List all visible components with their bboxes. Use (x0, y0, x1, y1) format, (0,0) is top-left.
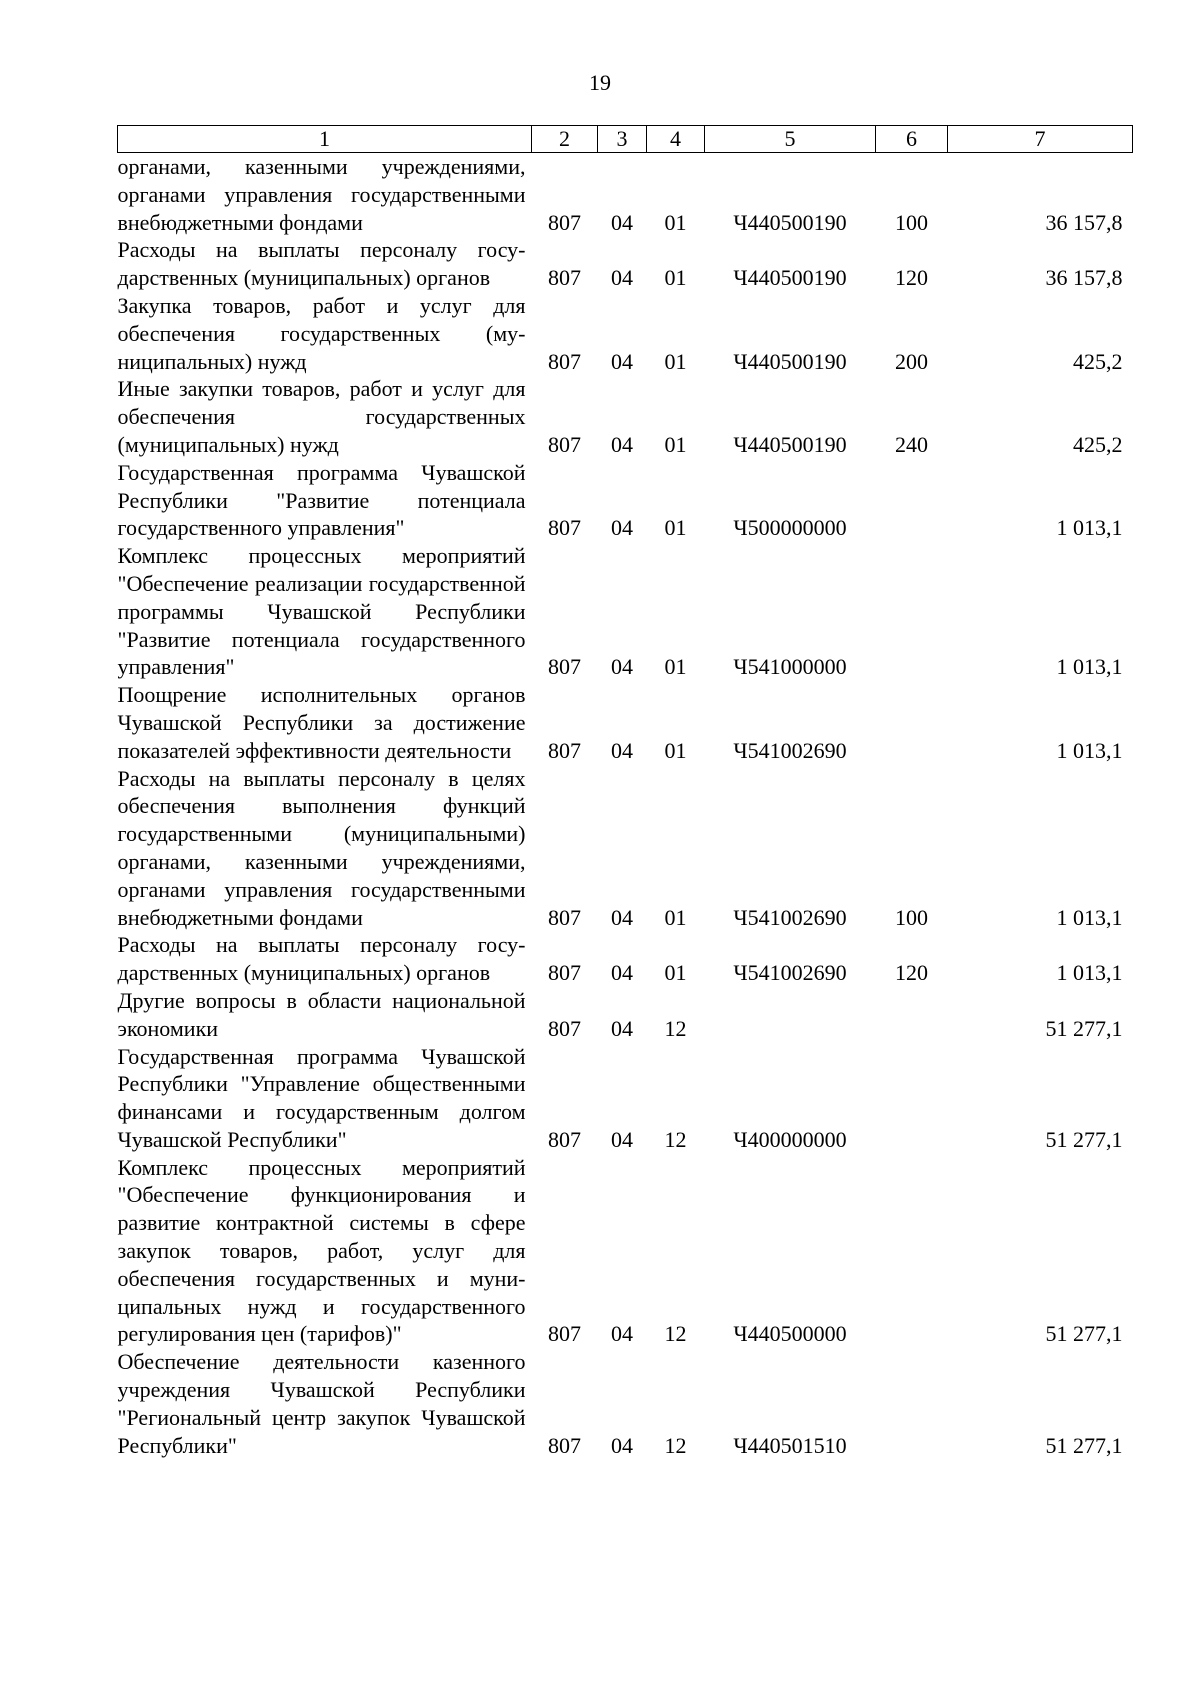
table-row (118, 236, 1133, 292)
row-type-cell (876, 681, 948, 764)
table-row (118, 1348, 1133, 1459)
row-col4-cell: 01 (664, 904, 687, 930)
row-code-cell: Ч541002690 (733, 960, 847, 986)
row-col3-cell: 04 (611, 737, 633, 763)
row-type-cell: 240 (895, 431, 928, 457)
row-col4-cell: 01 (664, 960, 687, 986)
row-code-cell: Ч400000000 (733, 1126, 847, 1152)
header-col-3: 3 (598, 126, 647, 153)
row-type-cell: 120 (895, 960, 928, 986)
table-row (118, 153, 1133, 237)
row-type-cell (876, 1154, 948, 1349)
row-col3-cell: 04 (611, 431, 633, 457)
row-name-cell: Обеспечение деятельности казенного учреждения Чувашской Республики "Региональный центр закупок Чувашской Республики" (117, 1349, 526, 1458)
row-type-cell (876, 1043, 948, 1154)
table-row (118, 292, 1133, 375)
row-name-cell: Комплекс процессных мероприятий "Обеспечение функционирования и развитие контрактной системы в сфере закупок товаров, работ, услуг для обеспечения государственных и муниципальных нужд и государственного регулирования цен (тарифов)" (117, 1154, 526, 1347)
row-col2-cell: 807 (548, 1126, 581, 1152)
row-type-cell: 200 (895, 348, 928, 374)
header-col-1: 1 (118, 126, 532, 153)
row-type-cell (876, 542, 948, 681)
row-code-cell: Ч541002690 (733, 904, 847, 930)
row-col3-cell: 04 (611, 1321, 633, 1347)
row-col3-cell: 04 (611, 348, 633, 374)
table-body (118, 153, 1133, 1460)
table-row (118, 765, 1133, 932)
header-col-2: 2 (532, 126, 598, 153)
table-header (118, 126, 1133, 153)
row-amount-cell: 1 013,1 (1056, 904, 1123, 930)
row-col4-cell: 12 (664, 1432, 687, 1458)
row-col4-cell: 01 (664, 431, 687, 457)
table-row (118, 931, 1133, 987)
row-amount-cell: 1 013,1 (1056, 737, 1123, 763)
row-amount-cell: 51 277,1 (1045, 1321, 1123, 1347)
row-col2-cell: 807 (548, 1432, 581, 1458)
row-code-cell: Ч440500190 (733, 348, 847, 374)
table-row (118, 459, 1133, 542)
row-amount-cell: 36 157,8 (1045, 265, 1123, 291)
row-col3-cell: 04 (611, 265, 633, 291)
row-col4-cell: 12 (664, 1126, 687, 1152)
row-amount-cell: 51 277,1 (1045, 1126, 1123, 1152)
row-amount-cell: 1 013,1 (1056, 654, 1123, 680)
row-col3-cell: 04 (611, 515, 633, 541)
row-amount-cell: 51 277,1 (1045, 1015, 1123, 1041)
row-name-cell: Комплекс процессных мероприятий "Обеспечение реализации государственной программы Чувашской Республики "Развитие потенциала государственного управления" (117, 543, 526, 680)
row-code-cell: Ч500000000 (733, 515, 847, 541)
row-col2-cell: 807 (548, 654, 581, 680)
row-name-cell: Поощрение исполнительных органов Чувашской Республики за достижение показателей эффективности деятельности (117, 682, 526, 763)
row-col3-cell: 04 (611, 960, 633, 986)
row-col3-cell: 04 (611, 654, 633, 680)
row-code-cell: Ч541000000 (733, 654, 847, 680)
header-col-4: 4 (647, 126, 705, 153)
row-col3-cell: 04 (611, 1432, 633, 1458)
row-amount-cell: 425,2 (1073, 348, 1123, 374)
row-type-cell: 100 (895, 904, 928, 930)
row-type-cell: 100 (895, 209, 928, 235)
header-row (118, 126, 1133, 153)
row-col3-cell: 04 (611, 904, 633, 930)
row-code-cell (705, 987, 876, 1043)
table-row (118, 987, 1133, 1043)
row-amount-cell: 51 277,1 (1045, 1432, 1123, 1458)
row-col4-cell: 12 (664, 1015, 687, 1041)
row-col2-cell: 807 (548, 431, 581, 457)
row-code-cell: Ч440500000 (733, 1321, 847, 1347)
header-col-5: 5 (705, 126, 876, 153)
row-code-cell: Ч440500190 (733, 209, 847, 235)
row-type-cell (876, 1348, 948, 1459)
row-name-cell: органами, казенными учреждениями, органами управления государственными внебюджетными фондами (117, 154, 526, 235)
row-name-cell: Закупка товаров, работ и услуг для обеспечения государственных (муниципальных) нужд (117, 292, 526, 374)
row-type-cell (876, 459, 948, 542)
row-col4-cell: 01 (664, 265, 687, 291)
row-col4-cell: 01 (664, 348, 687, 374)
row-col3-cell: 04 (611, 1015, 633, 1041)
table-row (118, 542, 1133, 681)
row-col4-cell: 01 (664, 209, 687, 235)
row-col2-cell: 807 (548, 737, 581, 763)
header-col-6: 6 (876, 126, 948, 153)
row-col2-cell: 807 (548, 348, 581, 374)
row-code-cell: Ч440500190 (733, 431, 847, 457)
row-amount-cell: 1 013,1 (1056, 515, 1123, 541)
row-name-cell: Расходы на выплаты персоналу государственных (муниципальных) органов (117, 932, 526, 986)
row-type-cell (876, 987, 948, 1043)
row-code-cell: Ч440500190 (733, 265, 847, 291)
row-col4-cell: 01 (664, 654, 687, 680)
page-number: 19 (589, 70, 611, 95)
table-row (118, 375, 1133, 458)
row-col2-cell: 807 (548, 1321, 581, 1347)
row-amount-cell: 36 157,8 (1045, 209, 1123, 235)
row-col3-cell: 04 (611, 209, 633, 235)
row-name-cell: Государственная программа Чувашской Республики "Управление общественными финансами и государственным долгом Чувашской Республики" (117, 1043, 526, 1152)
header-col-7: 7 (948, 126, 1133, 153)
row-col4-cell: 01 (664, 737, 687, 763)
row-name-cell: Государственная программа Чувашской Республики "Развитие потенциала государственного управления" (117, 459, 526, 541)
row-name-cell: Расходы на выплаты персоналу государственных (муниципальных) органов (117, 237, 526, 291)
row-type-cell: 120 (895, 265, 928, 291)
table-row (118, 681, 1133, 764)
row-col4-cell: 12 (664, 1321, 687, 1347)
row-name-cell: Расходы на выплаты персоналу в целях обеспечения выполнения функций государственными (муниципальными) органами, казенными учреждениями, органами управления государственными внебюджетными фондами (117, 765, 526, 930)
row-amount-cell: 425,2 (1073, 431, 1123, 457)
row-code-cell: Ч541002690 (733, 737, 847, 763)
row-name-cell: Другие вопросы в области национальной экономики (117, 987, 526, 1041)
row-col2-cell: 807 (548, 265, 581, 291)
row-col4-cell: 01 (664, 515, 687, 541)
row-name-cell: Иные закупки товаров, работ и услуг для обеспечения государственных (муниципальных) нужд (117, 376, 526, 457)
row-col2-cell: 807 (548, 1015, 581, 1041)
row-col2-cell: 807 (548, 904, 581, 930)
row-col2-cell: 807 (548, 209, 581, 235)
table-row (118, 1154, 1133, 1349)
row-col3-cell: 04 (611, 1126, 633, 1152)
row-code-cell: Ч440501510 (733, 1432, 847, 1458)
row-col2-cell: 807 (548, 960, 581, 986)
budget-table (117, 125, 1133, 1459)
row-col2-cell: 807 (548, 515, 581, 541)
row-amount-cell: 1 013,1 (1056, 960, 1123, 986)
table-row (118, 1043, 1133, 1154)
